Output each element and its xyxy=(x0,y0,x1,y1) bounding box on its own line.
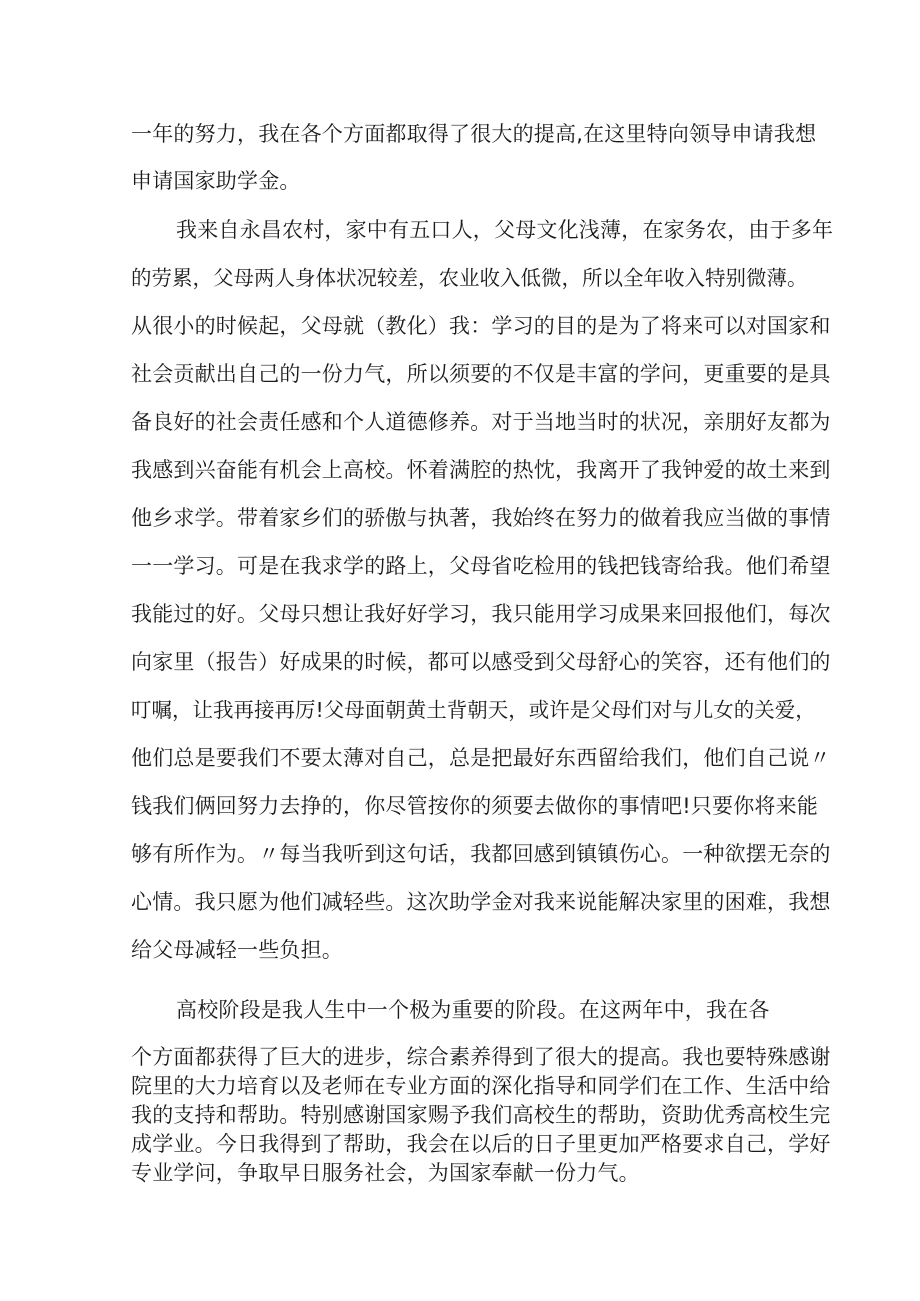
text-line: 我的支持和帮助。特别感谢国家赐予我们高校生的帮助，资助优秀高校生完 xyxy=(131,1103,831,1127)
text-line: 够有所作为。〃每当我听到这句话，我都回感到镇镇伤心。一种欲摆无奈的 xyxy=(131,842,831,866)
paragraph-start: 高校阶段是我人生中一个极为重要的阶段。在这两年中，我在各 xyxy=(176,998,770,1022)
text-line: 我能过的好。父母只想让我好好学习，我只能用学习成果来回报他们，每次 xyxy=(131,602,831,626)
text-line: 心情。我只愿为他们减轻些。这次助学金对我来说能解决家里的困难，我想 xyxy=(131,890,831,914)
paragraph-start: 我来自永昌农村，家中有五口人，父母文化浅薄，在家务农，由于多年 xyxy=(176,218,834,242)
text-line: 申请国家助学金。 xyxy=(131,169,301,193)
text-line: 他乡求学。带着家乡们的骄傲与执著，我始终在努力的做着我应当做的事情 xyxy=(131,506,831,530)
text-line: 一一学习。可是在我求学的路上，父母省吃检用的钱把钱寄给我。他们希望 xyxy=(131,554,831,578)
text-line: 给父母减轻一些负担。 xyxy=(131,938,343,962)
text-line: 他们总是要我们不要太薄对自己，总是把最好东西留给我们，他们自己说〃 xyxy=(131,746,831,770)
text-line: 个方面都获得了巨大的进步，综合素养得到了很大的提高。我也要特殊感谢 xyxy=(131,1045,831,1069)
text-line: 钱我们俩回努力去挣的，你尽管按你的须要去做你的事情吧!只要你将来能 xyxy=(131,794,819,818)
text-line: 从很小的时候起，父母就（教化）我：学习的目的是为了将来可以对国家和 xyxy=(131,314,831,338)
text-line: 向家里（报告）好成果的时候，都可以感受到父母舒心的笑容，还有他们的 xyxy=(131,650,831,674)
text-line: 我感到兴奋能有机会上高校。怀着满腔的热忱，我离开了我钟爱的故土来到 xyxy=(131,458,831,482)
text-line: 专业学问，争取早日服务社会，为国家奉献一份力气。 xyxy=(131,1161,640,1185)
text-line: 一年的努力，我在各个方面都取得了很大的提高,在这里特向领导申请我想 xyxy=(131,122,817,146)
text-line: 叮嘱，让我再接再厉!父母面朝黄土背朝天，或许是父母们对与儿女的关爱， xyxy=(131,698,816,722)
text-line: 院里的大力培育以及老师在专业方面的深化指导和同学们在工作、生活中给 xyxy=(131,1074,831,1098)
text-line: 的劳累，父母两人身体状况较差，农业收入低微，所以全年收入特别微薄。 xyxy=(131,266,808,290)
text-line: 社会贡献出自己的一份力气，所以须要的不仅是丰富的学问，更重要的是具 xyxy=(131,362,831,386)
text-line: 成学业。今日我得到了帮助，我会在以后的日子里更加严格要求自己，学好 xyxy=(131,1132,831,1156)
text-line: 备良好的社会责任感和个人道德修养。对于当地当时的状况，亲朋好友都为 xyxy=(131,410,831,434)
